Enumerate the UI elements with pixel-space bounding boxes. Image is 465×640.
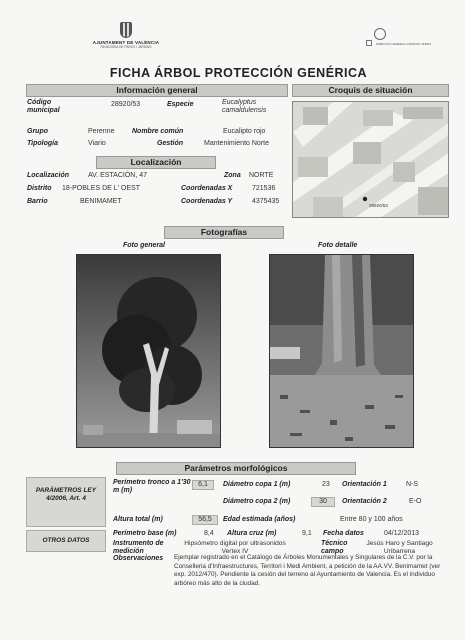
- diametro-copa-1-value: 23: [322, 481, 330, 488]
- section-info-general: Información general: [26, 84, 288, 97]
- altura-total-label: Altura total (m): [113, 516, 163, 523]
- altura-cruz-label: Altura cruz (m): [227, 530, 277, 537]
- observaciones-value: Ejemplar registrado en el Catálogo de Árboles Monumentales y Singulares de la C.V. por la Conselleria d'Infraestructures, Territori i Medi Ambient, a petición de la AA.VV. Benimamet (ver exp. 2012/470). Pendiente la cesión del terreno al Ayuntamiento de Valencia. Es el individuo arbóreo más alto de la ciudad.: [174, 554, 441, 587]
- foto-detalle-image: [269, 254, 414, 448]
- grupo-label: Grupo: [27, 128, 48, 135]
- especie-value: Eucalyptus camaldulensis: [222, 99, 267, 114]
- section-croquis: Croquis de situación: [292, 84, 449, 97]
- green-spaces-logo-icon: [374, 28, 386, 40]
- tree-general-drawing: [77, 255, 221, 448]
- observaciones-label: Observaciones: [113, 555, 164, 562]
- localizacion-label: Localización: [27, 172, 70, 179]
- barrio-value: BENIMAMET: [80, 198, 122, 205]
- diametro-copa-2-label: Diámetro copa 2 (m): [223, 498, 291, 505]
- gestion-label: Gestión: [157, 140, 184, 147]
- distrito-label: Distrito: [27, 185, 52, 192]
- zona-value: NORTE: [249, 172, 274, 179]
- tecnico-campo-value: Jesús Haro y Santiago Uribarrena: [366, 540, 433, 555]
- tree-detail-drawing: [270, 255, 414, 448]
- coordenadas-y-value: 4375435: [252, 198, 280, 205]
- codigo-label: Código municipal: [27, 99, 60, 114]
- tipologia-value: Viario: [88, 140, 106, 147]
- perimetro-base-label: Perímetro base (m): [113, 530, 177, 537]
- nombre-comun-label: Nombre común: [132, 128, 184, 135]
- city-council-header: [81, 22, 171, 49]
- coordenadas-y-label: Coordenadas Y: [181, 198, 233, 205]
- orientacion-1-label: Orientación 1: [342, 481, 387, 488]
- page-title: FICHA ÁRBOL PROTECCIÓN GENÉRICA: [109, 66, 368, 80]
- otros-datos-side-label: OTROS DATOS: [26, 530, 106, 552]
- map-tree-label: 28920/53: [369, 203, 388, 208]
- altura-total-value: 56,5: [192, 515, 218, 525]
- foto-detalle-caption: Foto detalle: [318, 242, 358, 249]
- tree-location-icon: [363, 197, 367, 201]
- coordenadas-x-value: 721536: [252, 185, 276, 192]
- city-crest-icon: [120, 22, 132, 38]
- orientacion-2-value: E-O: [409, 498, 422, 505]
- distrito-value: 18-POBLES DE L' OEST: [62, 185, 140, 192]
- perimetro-tronco-label: Perímetro tronco a 1'30 m (m): [113, 479, 191, 494]
- diametro-copa-2-value: 30: [311, 497, 335, 507]
- tipologia-label: Tipología: [27, 140, 58, 147]
- tree-sheet: [26, 22, 451, 622]
- location-map: [292, 101, 449, 218]
- section-localizacion: Localización: [96, 156, 216, 169]
- barrio-label: Barrio: [27, 198, 48, 205]
- especie-label: Especie: [167, 101, 194, 108]
- section-fotografias: Fotografías: [164, 226, 284, 239]
- edad-estimada-value: Entre 80 y 100 años: [340, 516, 403, 523]
- instrumento-value: Hipsómetro digital por ultrasonidos Vertex IV: [184, 540, 286, 555]
- fecha-datos-value: 04/12/2013: [384, 530, 420, 537]
- edad-estimada-label: Edad estimada (años): [223, 516, 296, 523]
- parametros-side-label: PARÁMETROS LEY 4/2006, Art. 4: [26, 477, 106, 527]
- instrumento-label: Instrumento de medición: [113, 540, 164, 555]
- localizacion-value: AV. ESTACIÓN, 47: [88, 172, 148, 179]
- foto-general-caption: Foto general: [123, 242, 166, 249]
- gestion-value: Mantenimiento Norte: [204, 140, 269, 147]
- tecnico-campo-label: Técnico campo: [321, 540, 348, 555]
- perimetro-tronco-value: 6,1: [192, 480, 214, 490]
- altura-cruz-value: 9,1: [302, 530, 312, 537]
- diametro-copa-1-label: Diámetro copa 1 (m): [223, 481, 291, 488]
- codigo-value: 28920/53: [111, 101, 141, 108]
- perimetro-base-value: 8,4: [204, 530, 214, 537]
- council-name: AJUNTAMENT DE VALÈNCIA: [92, 40, 160, 45]
- foto-general-image: [76, 254, 221, 448]
- map-drawing: [293, 102, 449, 218]
- council-department: REGIDORIA DE PARCS I JARDINS: [100, 45, 152, 49]
- zona-label: Zona: [224, 172, 241, 179]
- grupo-value: Perenne: [88, 128, 115, 135]
- orientacion-1-value: N-S: [406, 481, 419, 488]
- orientacion-2-label: Orientación 2: [342, 498, 387, 505]
- green-spaces-header: [366, 28, 446, 46]
- nombre-comun-value: Eucalipto rojo: [223, 128, 266, 135]
- coordenadas-x-label: Coordenadas X: [181, 185, 233, 192]
- section-parametros: Parámetros morfológicos: [116, 462, 356, 475]
- green-spaces-org: DIRECCIÓ GENERAL D'ESPAIS VERDS: [376, 42, 432, 46]
- checkbox-icon: [366, 40, 372, 46]
- fecha-datos-label: Fecha datos: [323, 530, 364, 537]
